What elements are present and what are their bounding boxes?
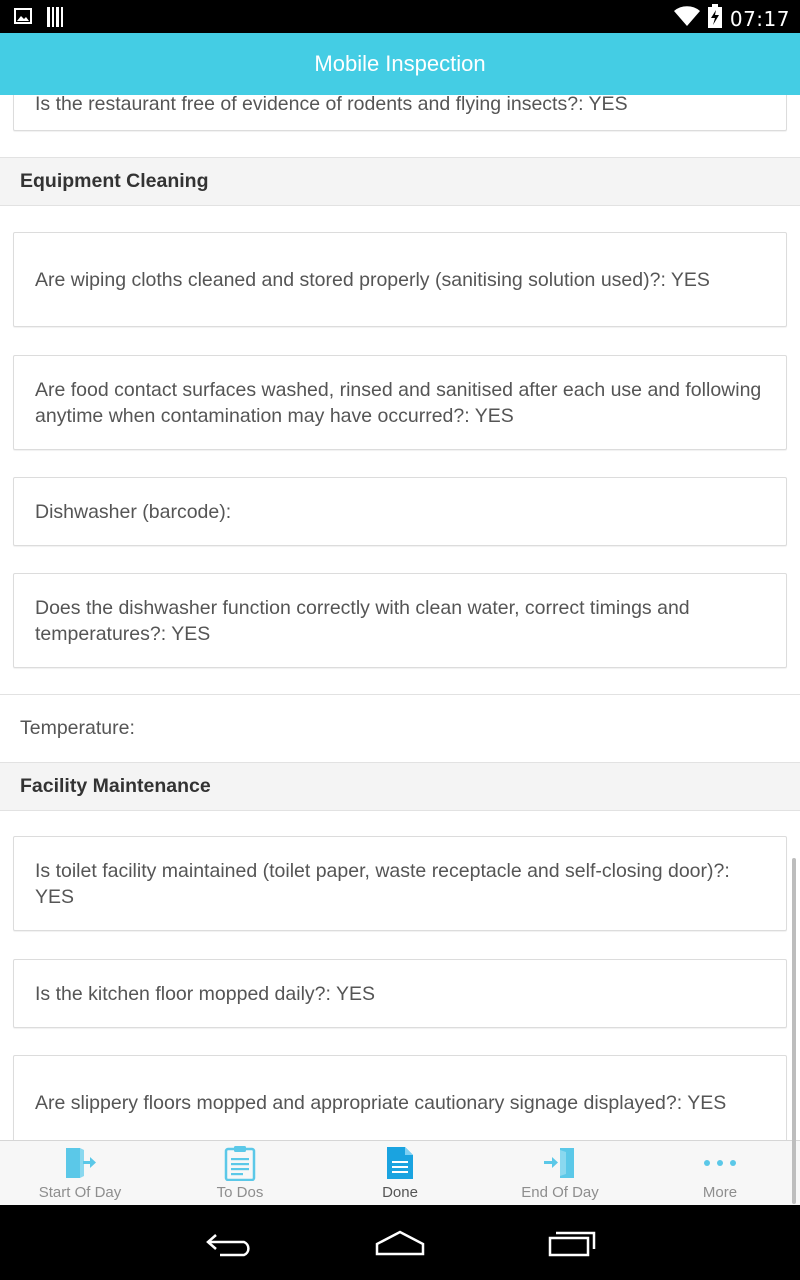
nav-label: More <box>702 1184 738 1201</box>
back-icon[interactable] <box>206 1229 254 1262</box>
inspection-item-text: Does the dishwasher function correctly with clean water, correct timings and temperatures?: YES <box>35 596 690 645</box>
inspection-item-text: Are wiping cloths cleaned and stored properly (sanitising solution used)?: YES <box>35 268 710 291</box>
door-enter-icon <box>62 1145 98 1181</box>
status-bar <box>0 0 800 33</box>
door-exit-icon <box>542 1145 578 1181</box>
app-bar <box>0 33 800 95</box>
section-title: Equipment Cleaning <box>20 170 209 192</box>
inspection-item-text: Are food contact surfaces washed, rinsed and sanitised after each use and following anytime when contamination may have occurred?: YES <box>35 378 762 427</box>
scrollbar[interactable] <box>792 858 796 1204</box>
inspection-list[interactable] <box>0 95 800 1140</box>
temperature-row[interactable] <box>0 694 800 762</box>
section-header-equipment-cleaning <box>0 157 800 206</box>
nav-more[interactable] <box>640 1141 800 1205</box>
section-header-facility-maintenance <box>0 762 800 811</box>
recent-apps-icon[interactable] <box>548 1229 596 1262</box>
nav-label: To Dos <box>216 1184 264 1201</box>
inspection-item-kitchen-floor[interactable] <box>13 959 787 1028</box>
inspection-item-food-contact-surfaces[interactable] <box>13 355 787 450</box>
bottom-nav <box>0 1140 800 1205</box>
inspection-item-text: Is toilet facility maintained (toilet paper, waste receptacle and self-closing door)?: YES <box>35 859 730 908</box>
status-time: 07:17 <box>729 7 790 31</box>
inspection-item-dishwasher-barcode[interactable] <box>13 477 787 546</box>
battery-charging-icon <box>708 4 722 34</box>
clipboard-icon <box>223 1145 257 1181</box>
document-icon <box>385 1145 415 1181</box>
nav-end-of-day[interactable] <box>480 1141 640 1205</box>
wifi-icon <box>674 5 700 33</box>
nav-done[interactable] <box>320 1141 480 1205</box>
inspection-item-toilet-facility[interactable] <box>13 836 787 931</box>
inspection-item-text: Is the restaurant free of evidence of rodents and flying insects?: YES <box>35 95 628 115</box>
image-icon <box>14 7 32 32</box>
inspection-item-wiping-cloths[interactable] <box>13 232 787 327</box>
inspection-item-text: Is the kitchen floor mopped daily?: YES <box>35 982 376 1005</box>
barcode-icon <box>46 7 64 32</box>
system-nav-bar <box>0 1205 800 1280</box>
nav-to-dos[interactable] <box>160 1141 320 1205</box>
inspection-item-rodents[interactable] <box>13 95 787 131</box>
nav-label: Done <box>382 1184 418 1201</box>
nav-start-of-day[interactable] <box>0 1141 160 1205</box>
nav-label: Start Of Day <box>38 1184 122 1201</box>
more-dots-icon <box>703 1145 737 1181</box>
inspection-item-text: Dishwasher (barcode): <box>35 500 232 523</box>
inspection-item-slippery-floors[interactable] <box>13 1055 787 1140</box>
inspection-item-text: Are slippery floors mopped and appropriate cautionary signage displayed?: YES <box>35 1091 727 1114</box>
temperature-label: Temperature: <box>20 717 135 739</box>
inspection-item-dishwasher-function[interactable] <box>13 573 787 668</box>
section-title: Facility Maintenance <box>20 775 211 797</box>
home-icon[interactable] <box>375 1229 425 1262</box>
nav-label: End Of Day <box>521 1184 599 1201</box>
page-title: Mobile Inspection <box>314 51 486 76</box>
